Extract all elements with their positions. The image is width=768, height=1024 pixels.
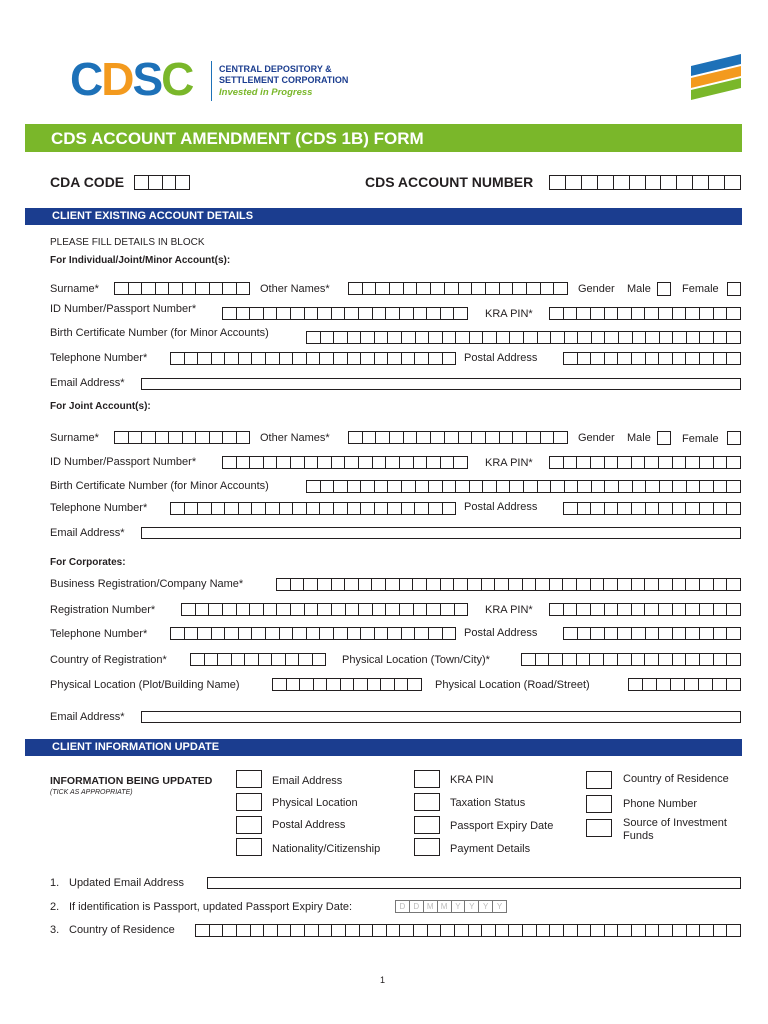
tagline: Invested in Progress <box>219 87 313 98</box>
updated-country-of-residence-field[interactable] <box>195 924 741 937</box>
country-of-registration-label: Country of Registration* <box>50 654 167 666</box>
cda-code-field[interactable] <box>134 175 190 190</box>
joint-male-checkbox[interactable] <box>657 431 671 445</box>
joint-telephone-label: Telephone Number* <box>50 502 148 514</box>
registration-number-label: Registration Number* <box>50 604 156 616</box>
joint-id-number-label: ID Number/Passport Number* <box>50 456 197 468</box>
surname-label: Surname* <box>50 283 99 295</box>
physical-plot-label: Physical Location (Plot/Building Name) <box>50 679 240 691</box>
other-names-field[interactable] <box>348 282 568 295</box>
opt-postal-address: Postal Address <box>272 819 346 831</box>
joint-surname-label: Surname* <box>50 432 99 444</box>
date-digit-d2: D <box>410 901 424 912</box>
joint-female-label: Female <box>682 433 719 445</box>
logo-letter-c1: C <box>70 53 102 105</box>
update-3-label: Country of Residence <box>69 924 175 936</box>
opt-payment-details: Payment Details <box>450 843 531 855</box>
date-digit-d1: D <box>396 901 410 912</box>
other-names-label: Other Names* <box>260 283 330 295</box>
joint-postal-address-field[interactable] <box>563 502 741 515</box>
cds-account-number-label: CDS ACCOUNT NUMBER <box>365 174 534 190</box>
joint-surname-field[interactable] <box>114 431 250 444</box>
corp-kra-pin-field[interactable] <box>549 603 741 616</box>
corp-postal-address-label: Postal Address <box>464 627 538 639</box>
update-1-number: 1. <box>50 877 60 889</box>
email-field[interactable] <box>141 378 741 390</box>
org-name-line1: CENTRAL DEPOSITORY & <box>219 64 332 74</box>
date-digit-y1: Y <box>452 901 466 912</box>
female-checkbox[interactable] <box>727 282 741 296</box>
logo-letter-c2: C <box>161 53 193 105</box>
date-digit-m1: M <box>424 901 438 912</box>
passport-expiry-checkbox[interactable] <box>414 816 440 834</box>
opt-country-of-residence: Country of Residence <box>623 773 729 785</box>
nationality-checkbox[interactable] <box>236 838 262 856</box>
email-address-checkbox[interactable] <box>236 770 262 788</box>
info-being-updated-label: INFORMATION BEING UPDATED <box>50 775 213 787</box>
joint-birth-cert-field[interactable] <box>306 480 741 493</box>
female-label: Female <box>682 283 719 295</box>
kra-pin-field[interactable] <box>549 307 741 320</box>
business-reg-label: Business Registration/Company Name* <box>50 578 244 590</box>
phone-number-checkbox[interactable] <box>586 795 612 813</box>
joint-kra-pin-field[interactable] <box>549 456 741 469</box>
opt-physical-location: Physical Location <box>272 797 358 809</box>
source-of-investment-checkbox[interactable] <box>586 819 612 837</box>
email-label: Email Address* <box>50 377 125 389</box>
joint-telephone-field[interactable] <box>170 502 456 515</box>
fill-instruction: PLEASE FILL DETAILS IN BLOCK <box>50 237 205 248</box>
business-reg-field[interactable] <box>276 578 741 591</box>
physical-town-label: Physical Location (Town/City)* <box>342 654 490 666</box>
postal-address-checkbox[interactable] <box>236 816 262 834</box>
joint-male-label: Male <box>627 432 651 444</box>
logo-divider <box>211 61 212 101</box>
cdsc-logo <box>70 54 192 104</box>
kra-pin-label: KRA PIN* <box>485 308 533 320</box>
country-of-residence-checkbox[interactable] <box>586 771 612 789</box>
tick-note: (TICK AS APPROPRIATE) <box>50 789 133 796</box>
corp-email-label: Email Address* <box>50 711 125 723</box>
corp-kra-pin-label: KRA PIN* <box>485 604 533 616</box>
logo-letter-s: S <box>132 53 162 105</box>
physical-location-checkbox[interactable] <box>236 793 262 811</box>
page-number: 1 <box>380 975 386 985</box>
physical-road-field[interactable] <box>628 678 741 691</box>
joint-other-names-field[interactable] <box>348 431 568 444</box>
male-checkbox[interactable] <box>657 282 671 296</box>
section-information-update-header: CLIENT INFORMATION UPDATE <box>25 739 742 756</box>
telephone-label: Telephone Number* <box>50 352 148 364</box>
corp-telephone-field[interactable] <box>170 627 456 640</box>
opt-passport-expiry: Passport Expiry Date <box>450 820 554 832</box>
date-digit-m2: M <box>438 901 452 912</box>
opt-kra-pin: KRA PIN <box>450 774 494 786</box>
opt-nationality: Nationality/Citizenship <box>272 843 381 855</box>
joint-id-number-field[interactable] <box>222 456 468 469</box>
opt-funds: Funds <box>623 830 654 842</box>
telephone-field[interactable] <box>170 352 456 365</box>
corp-postal-address-field[interactable] <box>563 627 741 640</box>
logo-letter-d: D <box>101 53 133 105</box>
passport-expiry-date-field[interactable] <box>395 900 507 913</box>
joint-email-field[interactable] <box>141 527 741 539</box>
individual-heading: For Individual/Joint/Minor Account(s): <box>50 255 231 266</box>
form-title: CDS ACCOUNT AMENDMENT (CDS 1B) FORM <box>25 124 742 152</box>
joint-other-names-label: Other Names* <box>260 432 330 444</box>
opt-source-of-investment: Source of Investment <box>623 817 727 829</box>
surname-field[interactable] <box>114 282 250 295</box>
postal-address-field[interactable] <box>563 352 741 365</box>
birth-cert-field[interactable] <box>306 331 741 344</box>
joint-postal-address-label: Postal Address <box>464 501 538 513</box>
section-existing-details-header: CLIENT EXISTING ACCOUNT DETAILS <box>25 208 742 225</box>
gender-label: Gender <box>578 283 615 295</box>
updated-email-field[interactable] <box>207 877 741 889</box>
joint-email-label: Email Address* <box>50 527 125 539</box>
id-number-label: ID Number/Passport Number* <box>50 303 197 315</box>
male-label: Male <box>627 283 651 295</box>
opt-taxation-status: Taxation Status <box>450 797 526 809</box>
physical-town-field[interactable] <box>521 653 741 666</box>
registration-number-field[interactable] <box>181 603 468 616</box>
joint-female-checkbox[interactable] <box>727 431 741 445</box>
update-3-number: 3. <box>50 924 60 936</box>
brand-stripes-icon <box>689 52 743 104</box>
corp-email-field[interactable] <box>141 711 741 723</box>
id-number-field[interactable] <box>222 307 468 320</box>
kra-pin-checkbox[interactable] <box>414 770 440 788</box>
opt-phone-number: Phone Number <box>623 798 697 810</box>
opt-email-address: Email Address <box>272 775 343 787</box>
cda-code-label: CDA CODE <box>50 174 125 190</box>
joint-kra-pin-label: KRA PIN* <box>485 457 533 469</box>
update-2-number: 2. <box>50 901 60 913</box>
update-2-label: If identification is Passport, updated Passport Expiry Date: <box>69 901 353 913</box>
joint-gender-label: Gender <box>578 432 615 444</box>
org-name-line2: SETTLEMENT CORPORATION <box>219 75 349 85</box>
physical-road-label: Physical Location (Road/Street) <box>435 679 590 691</box>
joint-birth-cert-label: Birth Certificate Number (for Minor Accounts) <box>50 480 269 492</box>
birth-cert-label: Birth Certificate Number (for Minor Accounts) <box>50 327 269 339</box>
payment-details-checkbox[interactable] <box>414 838 440 856</box>
corp-telephone-label: Telephone Number* <box>50 628 148 640</box>
corporate-heading: For Corporates: <box>50 557 126 568</box>
taxation-status-checkbox[interactable] <box>414 793 440 811</box>
joint-heading: For Joint Account(s): <box>50 401 151 412</box>
postal-address-label: Postal Address <box>464 352 538 364</box>
cds-account-number-field[interactable] <box>549 175 741 190</box>
country-of-registration-field[interactable] <box>190 653 326 666</box>
date-digit-y4: Y <box>496 902 503 911</box>
date-digit-y3: Y <box>479 901 493 912</box>
physical-plot-field[interactable] <box>272 678 422 691</box>
date-digit-y2: Y <box>465 901 479 912</box>
update-1-label: Updated Email Address <box>69 877 184 889</box>
